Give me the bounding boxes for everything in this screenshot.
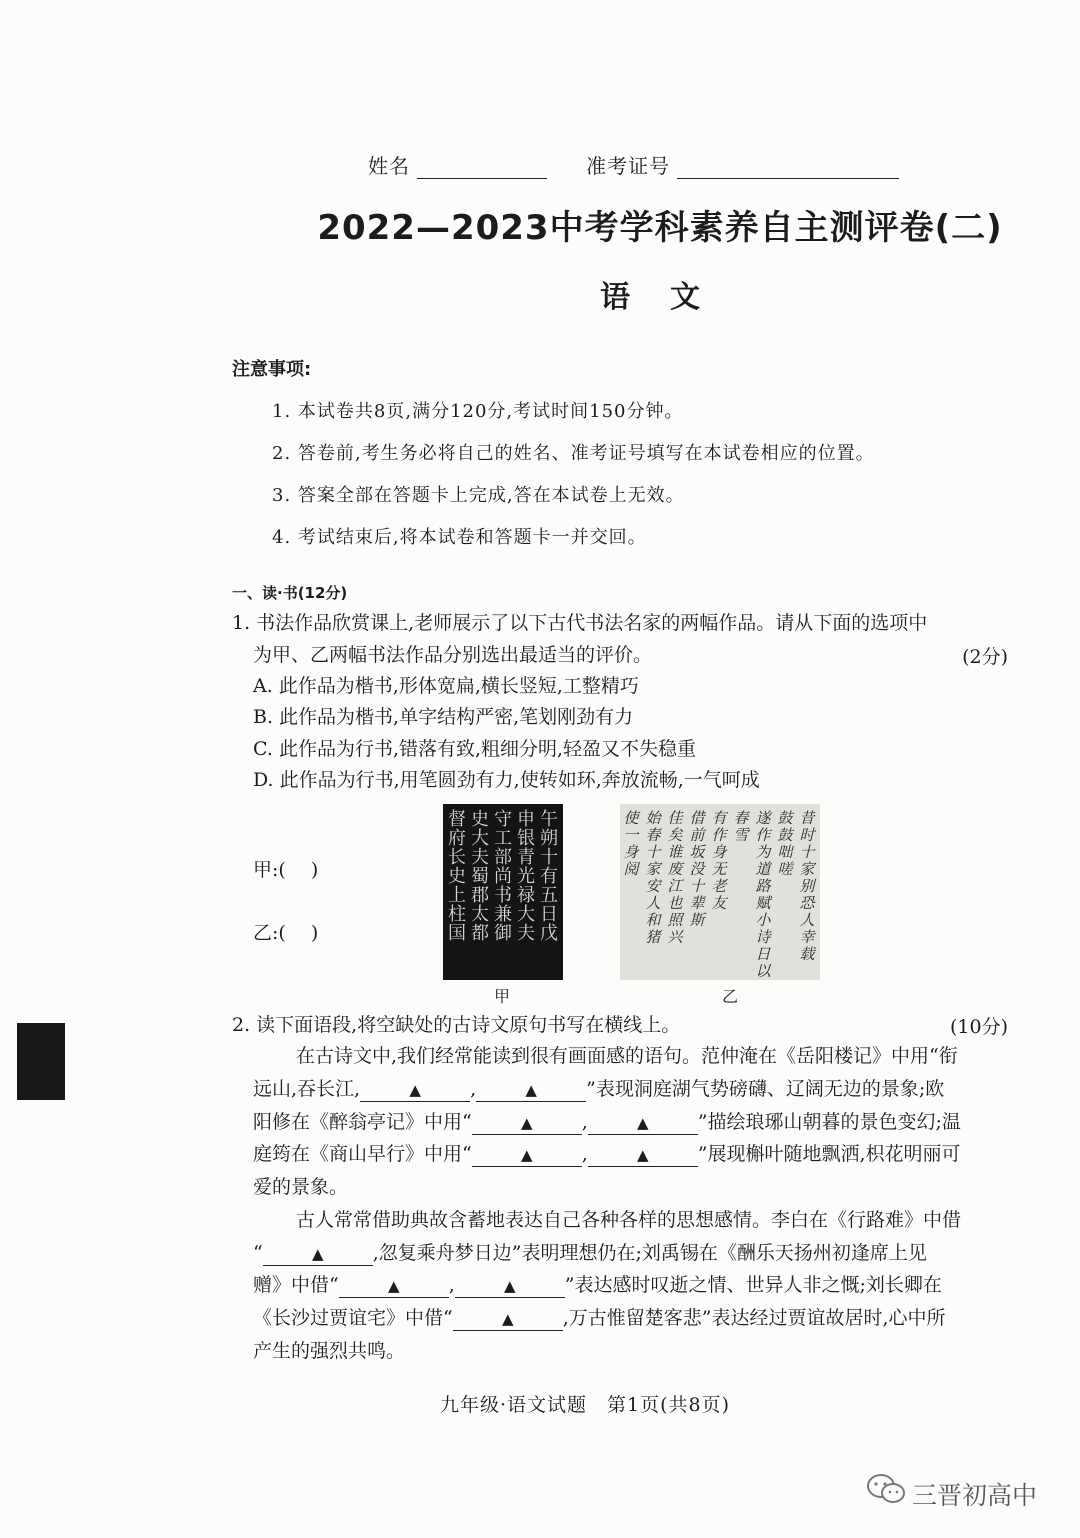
notice-heading: 注意事项: [232, 359, 312, 380]
page-footer: 九年级·语文试题 第1页(共8页) [439, 1394, 731, 1416]
exam-id-field[interactable] [677, 156, 899, 179]
notice-item: 4. 考试结束后,将本试卷和答题卡一并交回。 [272, 527, 647, 548]
calligraphy-column: 遂作为道路赋小诗日以 [755, 809, 771, 980]
text-span: 远山,吞长江, [253, 1078, 361, 1100]
calligraphy-yi-image [620, 804, 820, 980]
exam-id-label: 准考证号 [586, 154, 671, 178]
text-span: 阳修在《醉翁亭记》中用“ [253, 1111, 472, 1133]
answer-blank[interactable] [455, 1274, 565, 1298]
answer-blank[interactable] [588, 1143, 698, 1167]
text-span: ,万古惟留楚客悲”表达经过贾谊故居时,心中所 [562, 1307, 946, 1329]
calligraphy-column: 使一身阅 [623, 809, 639, 878]
watermark-text: 三晋初高中 [912, 1481, 1038, 1510]
text-span: 庭筠在《商山早行》中用“ [253, 1143, 472, 1165]
wechat-icon [866, 1472, 906, 1506]
q2-text-line [253, 1305, 946, 1331]
text-span: , [581, 1143, 588, 1165]
text-span: ”展现槲叶随地飘洒,枳花明丽可 [697, 1143, 961, 1165]
answer-blank[interactable] [263, 1242, 373, 1266]
answer-blank[interactable] [476, 1078, 586, 1102]
q2-text-line [253, 1272, 942, 1298]
q1-stem: 1. 书法作品欣赏课上,老师展示了以下古代书法名家的两幅作品。请从下面的选项中 [232, 612, 928, 634]
notice-item: 2. 答卷前,考生务必将自己的姓名、准考证号填写在本试卷相应的位置。 [272, 443, 875, 464]
name-label: 姓名 [368, 154, 410, 178]
blank-marker: ▲ [636, 1146, 649, 1164]
text-span: ”表现洞庭湖气势磅礴、辽阔无边的景象;欧 [586, 1078, 945, 1100]
q1-option-a: A. 此作品为楷书,形体宽扁,横长竖短,工整精巧 [253, 675, 639, 697]
blank-marker: ▲ [311, 1245, 324, 1263]
q1-points: (2分) [962, 646, 1008, 668]
caption-jia: 甲 [494, 987, 511, 1006]
q2-text-line: 产生的强烈共鸣。 [253, 1340, 406, 1362]
answer-blank[interactable] [360, 1078, 470, 1102]
text-span: “ [253, 1242, 263, 1264]
calligraphy-column: 守工部尚书兼御 [494, 809, 512, 944]
answer-blank[interactable] [588, 1111, 698, 1135]
notice-item: 1. 本试卷共8页,满分120分,考试时间150分钟。 [272, 401, 684, 422]
q2-points: (10分) [949, 1016, 1008, 1038]
calligraphy-column: 始春十家安人和猪 [645, 809, 661, 946]
caption-yi: 乙 [722, 987, 739, 1006]
calligraphy-column: 借前坂没十辈斯 [689, 809, 705, 929]
q2-text-line: 古人常常借助典故含蓄地表达自己各种各样的思想感情。李白在《行路难》中借 [296, 1209, 962, 1231]
calligraphy-column: 春雪 [733, 809, 749, 844]
blank-marker: ▲ [520, 1114, 533, 1132]
exam-title: 2022—2023中考学科素养自主测评卷(二) [317, 208, 1003, 248]
blank-marker: ▲ [520, 1146, 533, 1164]
blank-marker: ▲ [636, 1114, 649, 1132]
answer-blank[interactable] [472, 1143, 582, 1167]
q2-text-line [253, 1240, 927, 1266]
q1-option-c: C. 此作品为行书,错落有致,粗细分明,轻盈又不失稳重 [253, 738, 697, 760]
candidate-info [368, 150, 899, 179]
text-span: 赠》中借“ [253, 1274, 339, 1296]
page-side-marker [17, 1023, 65, 1100]
blank-marker: ▲ [409, 1081, 421, 1099]
q2-text-line [253, 1109, 961, 1135]
blank-marker: ▲ [387, 1277, 400, 1295]
notice-item: 3. 答案全部在答题卡上完成,答在本试卷上无效。 [272, 485, 685, 506]
text-span: ”表达感时叹逝之情、世异人非之慨;刘长卿在 [564, 1274, 942, 1296]
answer-yi[interactable]: 乙:( ) [253, 922, 319, 944]
answer-jia[interactable]: 甲:( ) [253, 859, 319, 881]
calligraphy-column: 午朔十有五日戊 [540, 809, 558, 944]
text-span: , [581, 1111, 588, 1133]
q2-text-line: 在古诗文中,我们经常能读到很有画面感的语句。范仲淹在《岳阳楼记》中用“衔 [296, 1045, 958, 1067]
section-heading: 一、读·书(12分) [232, 584, 348, 602]
blank-marker: ▲ [525, 1081, 537, 1099]
calligraphy-jia-image [443, 804, 563, 980]
answer-blank[interactable] [472, 1111, 582, 1135]
calligraphy-column: 有作身无老友 [711, 809, 727, 912]
q1-stem-cont: 为甲、乙两幅书法作品分别选出最适当的评价。 [253, 644, 653, 666]
text-span: ,忽复乘舟梦日边”表明理想仍在;刘禹锡在《酬乐天扬州初逢席上见 [372, 1242, 927, 1264]
answer-blank[interactable] [453, 1307, 563, 1331]
text-span: 《长沙过贾谊宅》中借“ [253, 1307, 453, 1329]
q1-option-b: B. 此作品为楷书,单字结构严密,笔划刚劲有力 [253, 706, 634, 728]
blank-marker: ▲ [501, 1310, 514, 1328]
text-span: ”描绘琅琊山朝暮的景色变幻;温 [697, 1111, 961, 1133]
calligraphy-column: 佳矣谁废江也照兴 [667, 809, 683, 946]
calligraphy-column: 督府长史上柱国 [448, 809, 466, 944]
q1-option-d: D. 此作品为行书,用笔圆劲有力,使转如环,奔放流畅,一气呵成 [253, 769, 760, 791]
subject-title: 语文 [600, 280, 740, 315]
q2-text-line: 爱的景象。 [253, 1176, 349, 1198]
calligraphy-column: 昔时十家别恐人幸载 [799, 809, 815, 963]
q2-text-line [253, 1141, 961, 1167]
name-field[interactable] [417, 156, 547, 179]
calligraphy-column: 史大夫蜀郡太都 [471, 809, 489, 944]
text-span: , [470, 1078, 477, 1100]
blank-marker: ▲ [503, 1277, 516, 1295]
text-span: , [448, 1274, 455, 1296]
answer-blank[interactable] [339, 1274, 449, 1298]
calligraphy-column: 申银青光禄大夫 [517, 809, 535, 944]
q2-text-line [253, 1076, 944, 1102]
calligraphy-column: 鼓鼓咄嗟 [777, 809, 793, 878]
q2-stem: 2. 读下面语段,将空缺处的古诗文原句书写在横线上。 [232, 1014, 681, 1036]
